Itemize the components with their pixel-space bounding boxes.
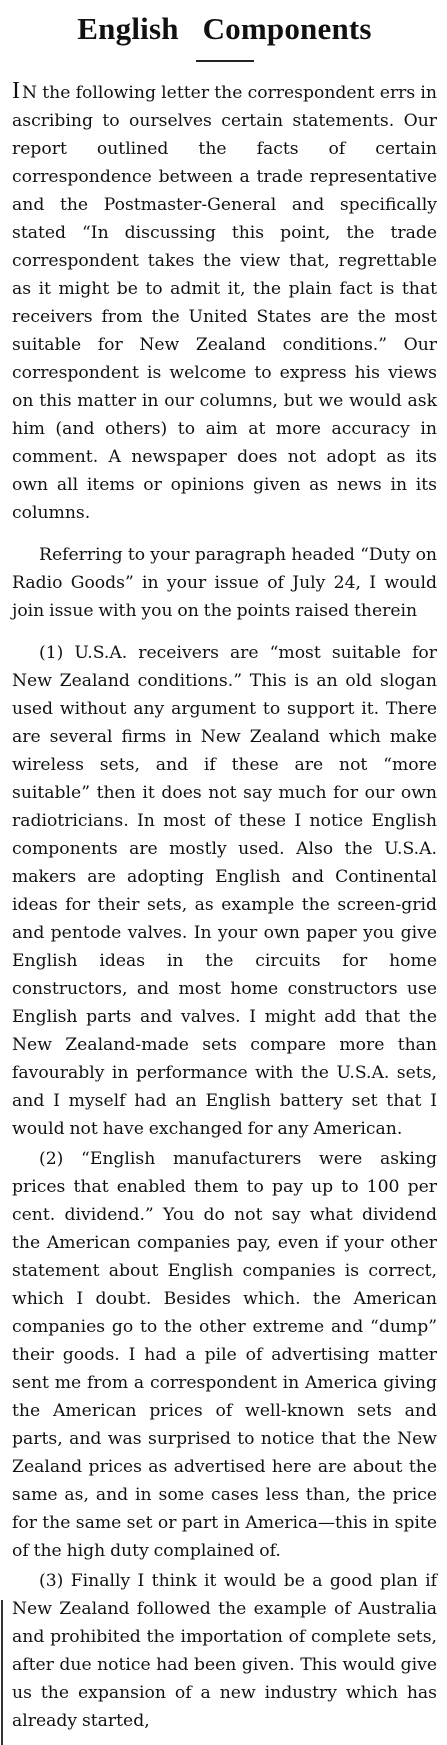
- letter-point-3: (3) Finally I think it would be a good plan if New Zealand followed the example of Australia and prohibited the importation of complete sets, after due notice had been given. This would give us the expansion of a new industry which has already started,: [12, 1571, 437, 1731]
- letter-point-1: (1) U.S.A. receivers are “most suitable for New Zealand conditions.” This is an old slogan used without any argument to support it. There are several firms in New Zealand which make wireless sets, and if these are not “more suitable” then it does not say much for our own radiotricians. In most of these I notice English components are mostly used. Also the U.S.A. makers are adopting English and Continental ideas for their sets, as example the screen-grid and pentode valves. In your own paper you give English ideas in the circuits for home constructors, and most home constructors use English parts and valves. I might add that the New Zealand-made sets compare more than favourably in performance with the U.S.A. sets, and I myself had an English battery set that I would not have exchanged for any American.: [12, 643, 437, 1139]
- column-margin-rule: [1, 1600, 3, 1745]
- letter-point-2: (2) “English manufacturers were asking prices that enabled them to pay up to 100 per cent. dividend.” You do not say what dividend the American companies pay, even if your other statement about English companies is correct, which I doubt. Besides which. the American companies go to the other extreme and “dump” their goods. I had a pile of advertising matter sent me from a correspondent in America giving the American prices of well-known sets and parts, and was surprised to notice that the New Zealand prices as advertised here are about the same as, and in some cases less than, the price for the same set or part in America—this in spite of the high duty complained of.: [12, 1149, 437, 1561]
- article-body: [12, 79, 437, 1735]
- editor-note-text: N the following letter the correspondent errs in ascribing to ourselves certain statements. Our report outlined the facts of certain correspondence between a trade representative and the Postmaster-General and specifically stated “In discussing this point, the trade correspondent takes the view that, regrettable as it might be to admit it, the plain fact is that receivers from the United States are the most suitable for New Zealand conditions.” Our correspondent is welcome to express his views on this matter in our columns, but we would ask him (and others) to aim at more accuracy in comment. A newspaper does not adopt as its own all items or opinions given as news in its columns.: [12, 83, 437, 523]
- letter-intro-paragraph: Referring to your paragraph headed “Duty on Radio Goods” in your issue of July 24, I would join issue with you on the points raised therein: [12, 545, 437, 621]
- headline-rule: [196, 60, 254, 62]
- article-headline: English Components: [77, 11, 372, 46]
- editor-note-paragraph: [12, 79, 437, 527]
- drop-cap-initial: I: [12, 78, 20, 104]
